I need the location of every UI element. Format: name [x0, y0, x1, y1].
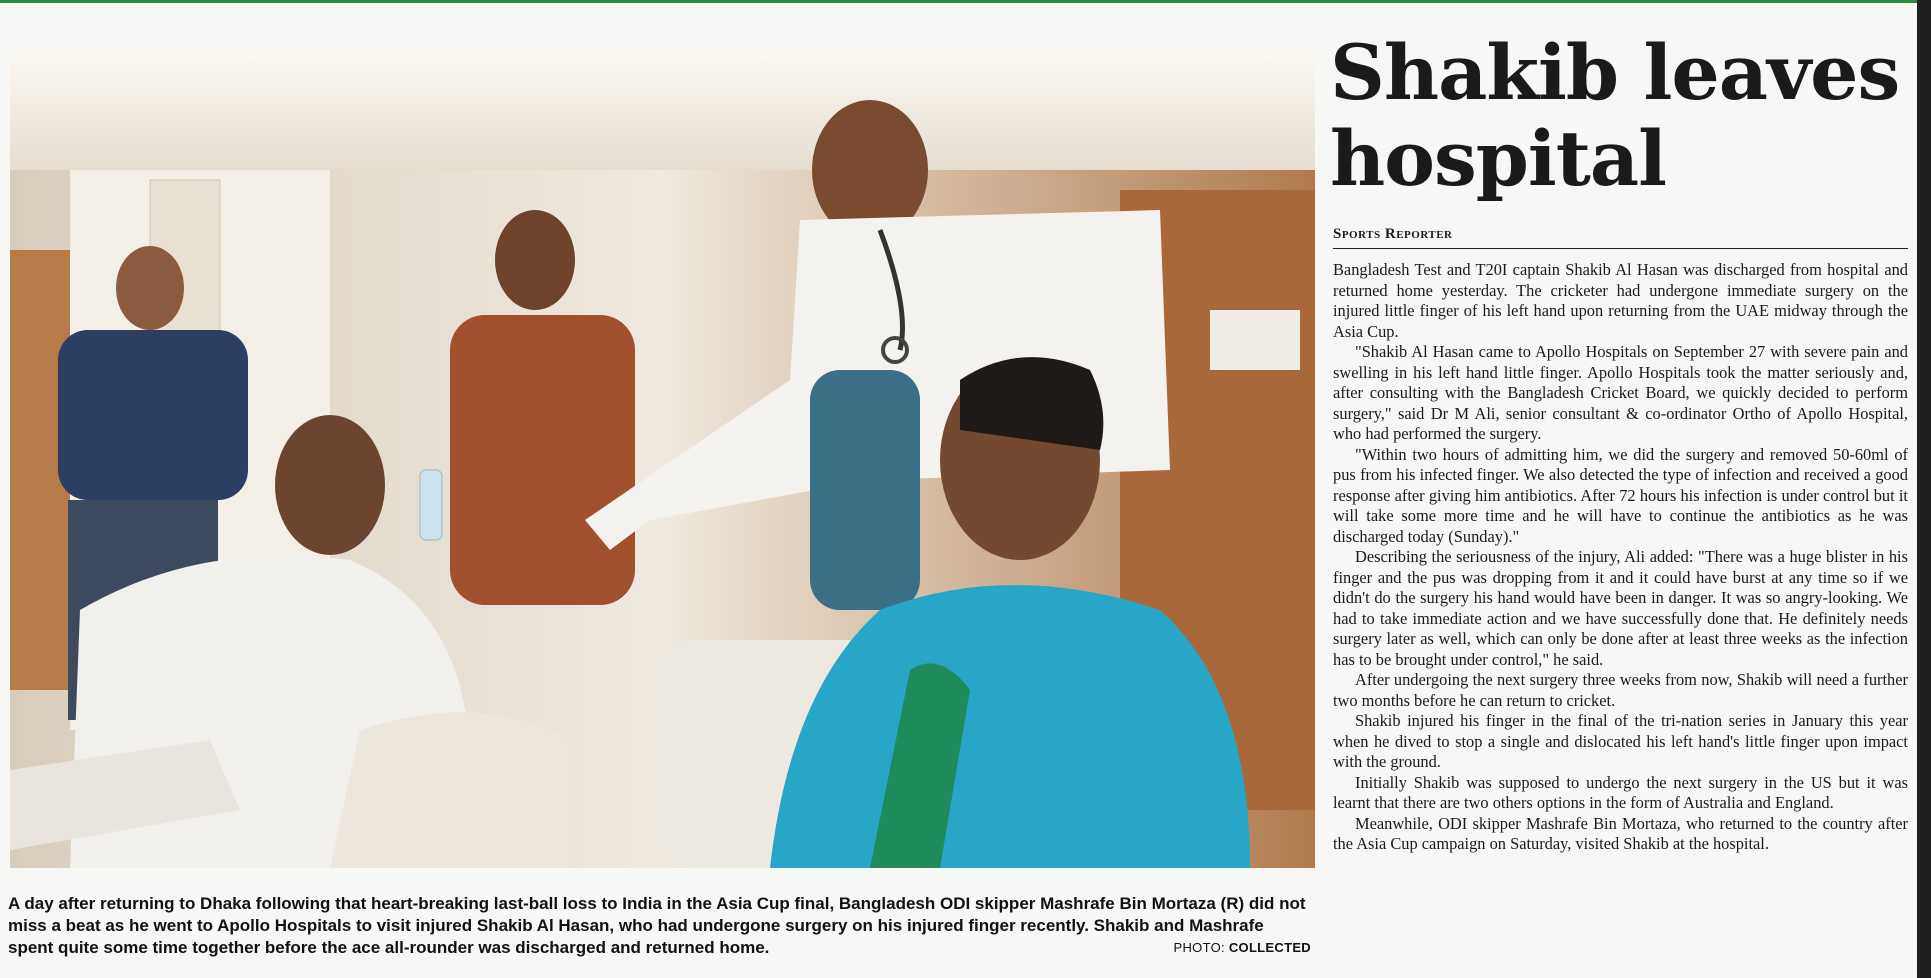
caption-text: A day after returning to Dhaka following that heart-breaking last-ball loss to India in the Asia Cup final, Bangladesh ODI skipper Mashrafe Bin Mortaza (R) did not miss a beat as he went to Apollo Hospitals to visit injured Shakib Al Hasan, who had undergone surgery on his injured finger recently. Shakib and Mashrafe spent quite some time together before the ace all-rounder was discharged and returned home.: [8, 894, 1306, 957]
article-headline: Shakib leaves hospital: [1330, 28, 1900, 203]
article-paragraph: Meanwhile, ODI skipper Mashrafe Bin Mortaza, who returned to the country after the Asia Cup campaign on Saturday, visited Shakib at the hospital.: [1333, 813, 1908, 853]
credit-source: COLLECTED: [1228, 940, 1311, 955]
article-byline: Sports Reporter: [1333, 226, 1908, 249]
article-paragraph: Bangladesh Test and T20I captain Shakib Al Hasan was discharged from hospital and returned home yesterday. The cricketer had undergone immediate surgery on the injured little finger of his left hand upon returning from the UAE midway through the Asia Cup.: [1333, 260, 1908, 341]
article-body: [1333, 260, 1908, 855]
photo-caption: [8, 893, 1313, 959]
photo-credit: [1174, 937, 1311, 959]
credit-label: PHOTO:: [1173, 940, 1225, 955]
article-paragraph: "Within two hours of admitting him, we did the surgery and removed 50-60ml of pus from his infected finger. We also detected the type of infection and received a good response after giving him antibiotics. After 72 hours his infection is under control but it will take some more time and he will have to continue the antibiotics as he was discharged today (Sunday).": [1333, 444, 1908, 546]
top-accent-rule: [0, 0, 1931, 3]
article-paragraph: Describing the seriousness of the injury, Ali added: "There was a huge blister in his finger and the pus was dropping from it and it could have burst at any time so if we didn't do the surgery his hand would have been in danger. It was so angry-looking. We had to take immediate action and we have successfully done that. He definitely needs surgery later as well, which can only be done after at least three weeks as the infection has to be brought under control," he said.: [1333, 547, 1908, 669]
news-photo: [10, 50, 1315, 868]
article-paragraph: After undergoing the next surgery three weeks from now, Shakib will need a further two months before he can return to cricket.: [1333, 670, 1908, 710]
article-paragraph: Shakib injured his finger in the final of the tri-nation series in January this year when he dived to stop a single and dislocated his left hand's little finger upon impact with the ground.: [1333, 711, 1908, 771]
article-paragraph: "Shakib Al Hasan came to Apollo Hospitals on September 27 with severe pain and swelling in his left hand little finger. Apollo Hospitals took the matter seriously and, after consulting with the Bangladesh Cricket Board, we quickly decided to perform surgery," said Dr M Ali, senior consultant & co-ordinator Ortho of Apollo Hospital, who had performed the surgery.: [1333, 342, 1908, 443]
page-edge-shadow: [1917, 0, 1931, 978]
article-paragraph: Initially Shakib was supposed to undergo the next surgery in the US but it was learnt that there are two others options in the form of Australia and England.: [1333, 772, 1908, 812]
